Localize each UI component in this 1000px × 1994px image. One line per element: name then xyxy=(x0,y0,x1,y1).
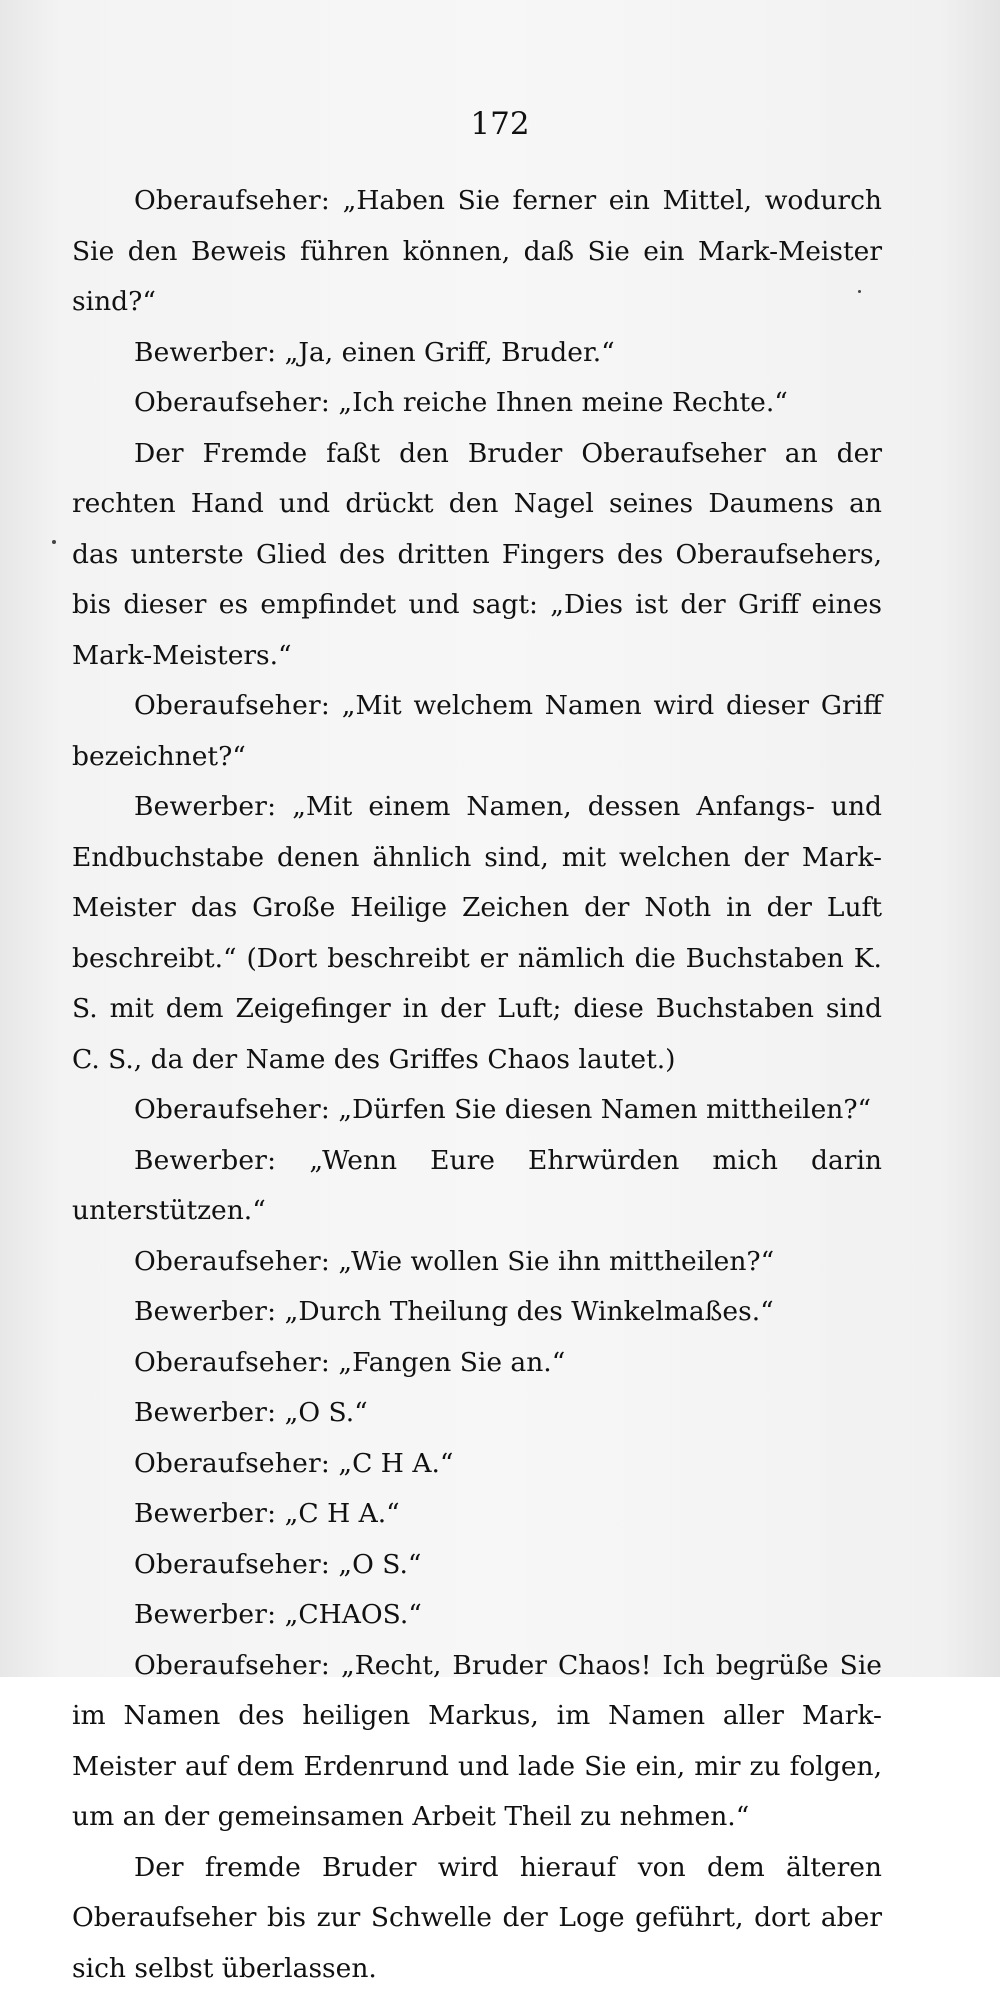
dialogue-line xyxy=(72,328,882,379)
narrative-paragraph xyxy=(72,1843,882,1994)
speech-text: „Haben Sie ferner ein Mittel, wodurch Sie den Beweis führen können, daß Sie ein Mark-Meister sind?“ xyxy=(72,185,882,317)
speech-text: „O S.“ xyxy=(330,1549,421,1580)
speaker-label: Bewerber: xyxy=(134,1145,276,1176)
speech-text: „Ich reiche Ihnen meine Rechte.“ xyxy=(330,387,788,418)
dialogue-line xyxy=(72,1641,882,1843)
speech-text: „C H A.“ xyxy=(276,1498,400,1529)
speech-text: „CHAOS.“ xyxy=(276,1599,422,1630)
speaker-label: Oberaufseher: xyxy=(134,1448,330,1479)
dialogue-line xyxy=(72,1287,882,1338)
speech-text: „Ja, einen Griff, Bruder.“ xyxy=(276,337,614,368)
speech-text: „O S.“ xyxy=(276,1397,367,1428)
speaker-label: Bewerber: xyxy=(134,791,276,822)
speaker-label: Bewerber: xyxy=(134,1296,276,1327)
narrative-paragraph xyxy=(72,429,882,682)
page-number: 172 xyxy=(0,106,1000,142)
speaker-label: Oberaufseher: xyxy=(134,1246,330,1277)
dialogue-line xyxy=(72,1439,882,1490)
narrative-text: Der fremde Bruder wird hierauf von dem älteren Oberaufseher bis zur Schwelle der Loge geführt, dort aber sich selbst überlassen. xyxy=(72,1852,882,1984)
print-speck xyxy=(52,540,56,544)
speaker-label: Oberaufseher: xyxy=(134,1347,330,1378)
dialogue-line xyxy=(72,1590,882,1641)
speaker-label: Bewerber: xyxy=(134,337,276,368)
dialogue-line xyxy=(72,1540,882,1591)
speaker-label: Oberaufseher: xyxy=(134,1650,330,1681)
speaker-label: Oberaufseher: xyxy=(134,387,330,418)
speech-text: „Mit einem Namen, dessen Anfangs- und Endbuchstabe denen ähnlich sind, mit welchen der Mark-Meister das Große Heilige Zeichen der Noth in der Luft beschreibt.“ (Dort beschreibt er nämlich die Buchstaben K. S. mit dem Zeigefinger in der Luft; diese Buchstaben sind C. S., da der Name des Griffes Chaos lautet.) xyxy=(72,791,882,1075)
dialogue-line xyxy=(72,378,882,429)
dialogue-line xyxy=(72,1237,882,1288)
dialogue-line xyxy=(72,1388,882,1439)
speaker-label: Oberaufseher: xyxy=(134,185,330,216)
dialogue-line xyxy=(72,176,882,328)
speech-text: „Fangen Sie an.“ xyxy=(330,1347,565,1378)
speaker-label: Oberaufseher: xyxy=(134,1094,330,1125)
speaker-label: Oberaufseher: xyxy=(134,690,330,721)
speaker-label: Bewerber: xyxy=(134,1397,276,1428)
speaker-label: Bewerber: xyxy=(134,1599,276,1630)
speech-text: „Recht, Bruder Chaos! Ich begrüße Sie im Namen des heiligen Markus, im Namen aller Mark-Meister auf dem Erdenrund und lade Sie ein, mir zu folgen, um an der gemeinsamen Arbeit Theil zu nehmen.“ xyxy=(72,1650,882,1833)
speech-text: „Durch Theilung des Winkelmaßes.“ xyxy=(276,1296,773,1327)
speech-text: „Mit welchem Namen wird dieser Griff bezeichnet?“ xyxy=(72,690,882,772)
dialogue-line xyxy=(72,782,882,1085)
dialogue-line xyxy=(72,1489,882,1540)
body-text xyxy=(72,176,882,1994)
narrative-text: Der Fremde faßt den Bruder Oberaufseher an der rechten Hand und drückt den Nagel seines Daumens an das unterste Glied des dritten Fingers des Oberaufsehers, bis dieser es empfindet und sagt: „Dies ist der Griff eines Mark-Meisters.“ xyxy=(72,438,882,671)
speaker-label: Oberaufseher: xyxy=(134,1549,330,1580)
dialogue-line xyxy=(72,1136,882,1237)
speaker-label: Bewerber: xyxy=(134,1498,276,1529)
dialogue-line xyxy=(72,1338,882,1389)
speech-text: „Wie wollen Sie ihn mittheilen?“ xyxy=(330,1246,774,1277)
dialogue-line xyxy=(72,681,882,782)
speech-text: „Dürfen Sie diesen Namen mittheilen?“ xyxy=(330,1094,871,1125)
dialogue-line xyxy=(72,1085,882,1136)
speech-text: „C H A.“ xyxy=(330,1448,454,1479)
speech-text: „Wenn Eure Ehrwürden mich darin unterstützen.“ xyxy=(72,1145,882,1227)
